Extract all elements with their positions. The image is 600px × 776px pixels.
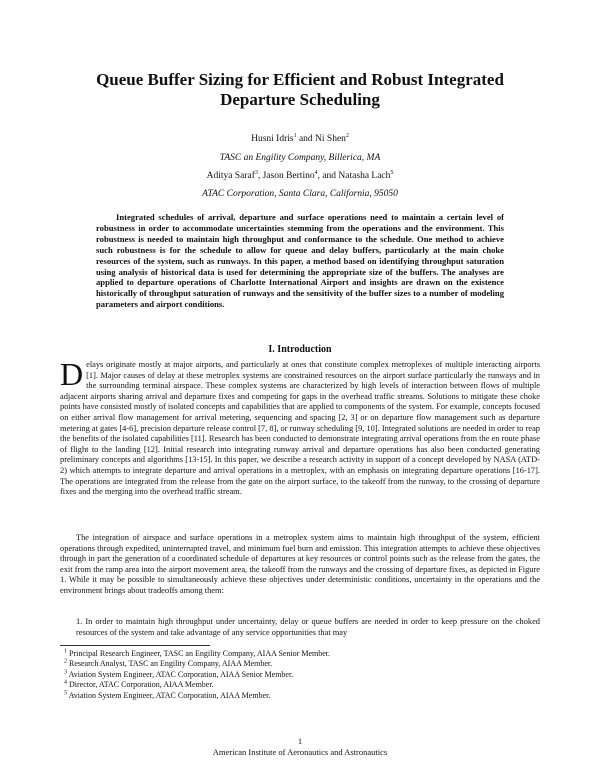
intro-paragraph-1-text: elays originate mostly at major airports, and particularly at ones that constitute complex metroplexes of multiple interacting airports [1]. Major causes of delay at these metroplex systems are constrained resources on the airport surface particularly the runways and in the surrounding terminal airspace. These complex systems are characterized by high levels of interaction between flows of multiple adjacent airports sharing arrival and departure fixes and competing for gaps in the overhead traffic streams. Solutions to mitigate these choke points have consisted mostly of isolated concepts and capabilities that are applied to components of the system. For example, concepts focused on either arrival flow management for arrival metering, sequencing and spacing [2, 3] or on departure flow management such as departure metering at gates [4-6], precision departure release control [7, 8], or runway scheduling [9, 10]. Integrated solutions are needed in order to reap the benefits of the isolated capabilities [11]. Research has been conducted to demonstrate integrating arrival operations from the en route phase of flight to the landing [12]. Initial research into integrating runway arrival and departure operations has also been conducted generating preliminary concepts and algorithms [13-15]. In this paper, we describe a research activity in support of a concept developed by NASA (ATD-2) which attempts to integrate departure and arrival operations in a metroplex, with an emphasis on integrating departure operations [16-17]. The operations are integrated from the release from the gate on the airport surface, to the takeoff from the runway, to the crossing of departure fixes and the merging into the overhead traffic stream. [60, 360, 540, 497]
page-footer: American Institute of Aeronautics and Astronautics [212, 747, 388, 757]
authors-line-1 [60, 133, 540, 145]
footnotes [64, 649, 534, 701]
list-item-1: 1. In order to maintain high throughput under uncertainty, delay or queue buffers are needed in order to keep pressure on the choked resources of the system and take advantage of any service opportunities that may [76, 617, 540, 637]
author-5: , and Natasha Lach [317, 171, 391, 181]
footnote-divider [60, 645, 210, 646]
author-4: , Jason Bertino [257, 171, 315, 181]
footnote-5: $^5$ Aviation System Engineer, ATAC Corporation, AIAA Member. [64, 689, 271, 700]
intro-paragraph-2: The integration of airspace and surface operations in a metroplex system aims to maintain high throughput of the system, efficient operations through expedited, uninterrupted travel, and minimum fuel burn and emission. This integration attempts to achieve these objectives through in part the generation of a coordinated schedule of departures at key resources or control points such as the release from the gates, the exit from the ramp area into the airport movement area, the takeoff from the runways and the crossing of departure fixes, as depicted in Figure 1. While it may be possible to simultaneously achieve these objectives under deterministic conditions, uncertainty in the operations and the environment brings about tradeoffs among them: [60, 533, 540, 595]
drop-cap: D [60, 356, 84, 392]
author-5-footnote-mark: 5 [390, 169, 394, 176]
footnote-1: $^1$ Principal Research Engineer, TASC an Engility Company, AIAA Senior Member. [64, 648, 330, 658]
abstract: Integrated schedules of arrival, departure and surface operations need to maintain a certain level of robustness in order to accommodate uncertainties stemming from the operations and the environment. This robustness is needed to maintain high throughput and conformance to the schedule. One method to achieve such robustness is for the schedule to allow for queue and delay buffers, particularly at the main choke resources of the system, such as runways. In this paper, a method based on identifying throughput saturation using analysis of historical data is used for determining the appropriate size of the buffers. The analyses are applied to departure operations of Charlotte International Airport and insights are drawn on the existence historically of throughput saturation of runways and the sensitivity of the buffer sizes to a number of modeling parameters and airport conditions. [96, 212, 504, 310]
section-heading-introduction: I. Introduction [268, 344, 332, 355]
intro-paragraph-1 [60, 356, 540, 498]
author-2: Ni Shen [315, 134, 346, 144]
author-3-footnote-mark: 3 [254, 169, 258, 176]
authors-conjunction: and [296, 134, 316, 144]
footnote-2: $^2$ Research Analyst, TASC an Engility Company, AIAA Member. [64, 658, 273, 669]
author-4-footnote-mark: 4 [314, 169, 318, 176]
footnote-4: $^4$ Director, ATAC Corporation, AIAA Member. [64, 679, 214, 690]
author-3: Aditya Saraf [206, 171, 255, 181]
author-1-footnote-mark: 1 [293, 132, 297, 139]
authors-line-2 [60, 170, 540, 182]
author-2-footnote-mark: 2 [345, 132, 349, 139]
affiliation-1: TASC an Engility Company, Billerica, MA [219, 153, 381, 163]
author-1: Husni Idris [251, 134, 294, 144]
affiliation-2: ATAC Corporation, Santa Clara, California, 95050 [202, 189, 398, 199]
page-number: 1 [297, 736, 303, 746]
paper-title: Queue Buffer Sizing for Efficient and Robust Integrated Departure Scheduling [96, 70, 504, 109]
footnote-3: $^3$ Aviation System Engineer, ATAC Corporation, AIAA Senior Member. [64, 669, 294, 679]
